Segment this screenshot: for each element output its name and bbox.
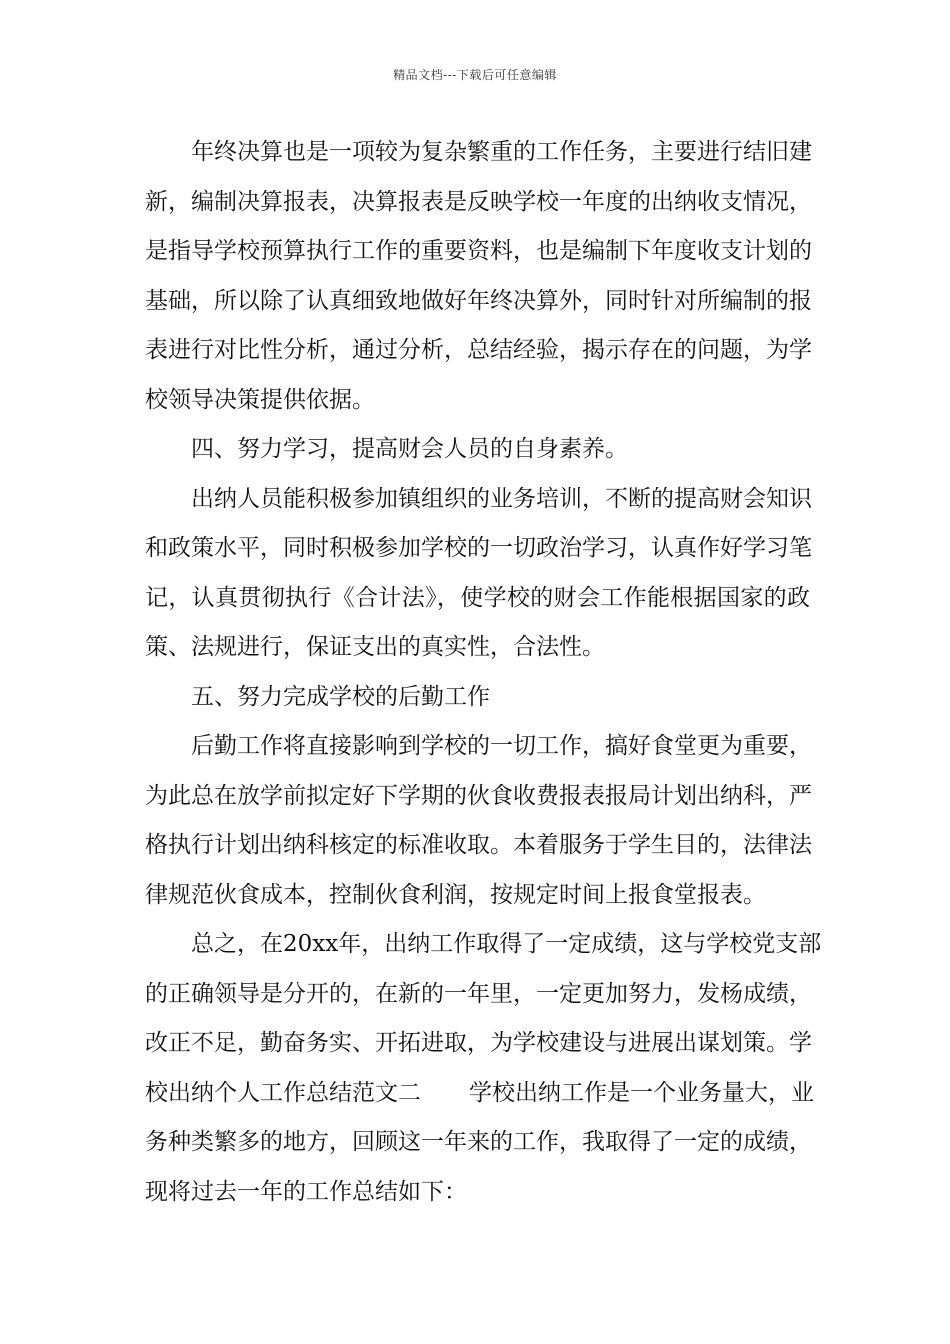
- text-line: 为此总在放学前拟定好下学期的伙食收费报表报局计划出纳科，严: [145, 782, 812, 809]
- section-heading-four: [145, 425, 810, 475]
- text-line: 策、法规进行，保证支出的真实性，合法性。: [145, 634, 605, 660]
- text-line: 年终决算也是一项较为复杂繁重的工作任务，主要进行结旧建: [191, 139, 812, 165]
- paragraph-year-end-settlement: [145, 128, 810, 425]
- text-segment: 学校出纳工作是一个业务量大，业: [469, 1079, 814, 1106]
- document-body: [145, 128, 822, 1217]
- text-line: 基础，所以除了认真细致地做好年终决算外，同时针对所编制的报: [145, 287, 812, 314]
- text-line: 现将过去一年的工作总结如下：: [145, 1178, 467, 1205]
- text-line: 改正不足，勤奋务实、开拓进取，为学校建设与进展出谋划策。学: [145, 1030, 812, 1056]
- text-line: 的正确领导是分开的，在新的一年里，一定更加努力，发杨成绩，: [145, 980, 812, 1007]
- paragraph-logistics: [145, 722, 810, 920]
- text-line: 五、努力完成学校的后勤工作: [191, 683, 490, 710]
- text-line: 律规范伙食成本，控制伙食利润，按规定时间上报食堂报表。: [145, 881, 766, 908]
- page-header: 精品文档---下载后可任意编辑: [393, 68, 557, 82]
- text-line: 记，认真贯彻执行《合计法》，使学校的财会工作能根据国家的政: [145, 584, 810, 611]
- text-line-mixed: [145, 1069, 814, 1119]
- text-line: 校领导决策提供依据。: [145, 386, 375, 413]
- text-line: 新，编制决算报表，决算报表是反映学校一年度的出纳收支情况，: [145, 188, 812, 215]
- text-line: 是指导学校预算执行工作的重要资料，也是编制下年度收支计划的: [145, 238, 812, 264]
- text-line: 和政策水平，同时积极参加学校的一切政治学习，认真作好学习笔: [145, 535, 812, 561]
- text-line: 四、努力学习，提高财会人员的自身素养。: [191, 436, 628, 462]
- section-heading-five: [145, 673, 810, 723]
- text-line: 表进行对比性分析，通过分析，总结经验，揭示存在的问题，为学: [145, 337, 812, 363]
- text-line: 出纳人员能积极参加镇组织的业务培训，不断的提高财会知识: [191, 485, 812, 512]
- text-line: 后勤工作将直接影响到学校的一切工作，搞好食堂更为重要，: [191, 733, 812, 759]
- text-line: 总之，在20xx年，出纳工作取得了一定成绩，这与学校党支部: [191, 931, 822, 957]
- sample-title: 校出纳个人工作总结范文二: [145, 1079, 421, 1106]
- text-line: 务种类繁多的地方，回顾这一年来的工作，我取得了一定的成绩，: [145, 1129, 812, 1155]
- paragraph-training: [145, 475, 810, 673]
- paragraph-summary: [145, 920, 822, 1217]
- text-line: 格执行计划出纳科核定的标准收取。本着服务于学生目的，法律法: [145, 832, 812, 858]
